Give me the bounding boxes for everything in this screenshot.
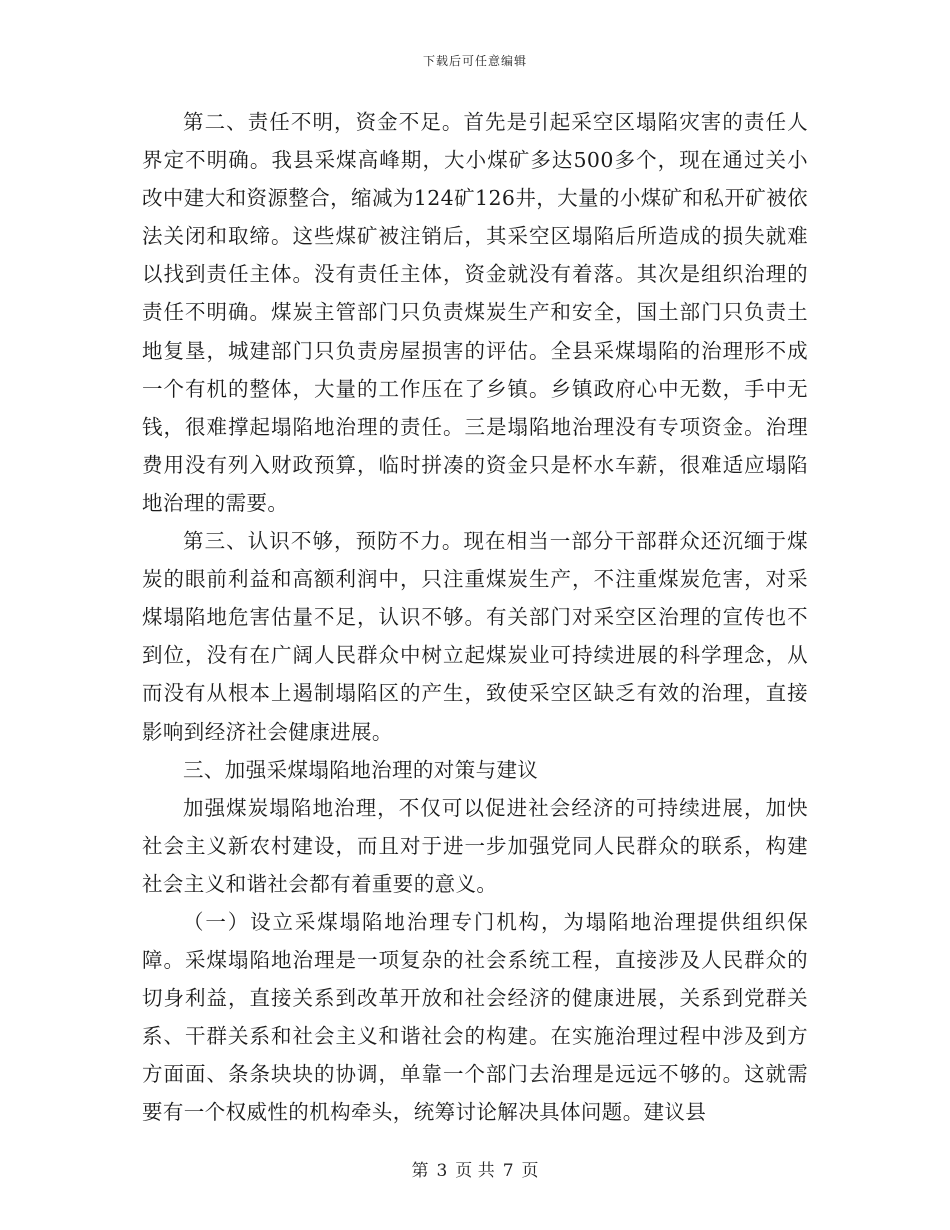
paragraph-significance: 加强煤炭塌陷地治理，不仅可以促进社会经济的可持续进展，加快社会主义新农村建设，而且对于进一步加强党同人民群众的联系，构建社会主义和谐社会都有着重要的意义。 <box>142 795 808 896</box>
page-number: 3 <box>436 1161 448 1181</box>
footer-middle: 页 共 <box>455 1161 495 1181</box>
footer-prefix: 第 <box>411 1161 429 1181</box>
document-body <box>142 103 808 1132</box>
paragraph-awareness: 第三、认识不够，预防不力。现在相当一部分干部群众还沉缅于煤炭的眼前利益和高额利润中，只注重煤炭生产，不注重煤炭危害，对采煤塌陷地危害估量不足，认识不够。有关部门对采空区治理的宣传也不到位，没有在广阔人民群众中树立起煤炭业可持续进展的科学理念，从而没有从根本上遏制塌陷区的产生，致使采空区缺乏有效的治理，直接影响到经济社会健康进展。 <box>142 529 808 744</box>
paragraph-responsibility: 第二、责任不明，资金不足。首先是引起采空区塌陷灾害的责任人界定不明确。我县采煤高峰期，大小煤矿多达500多个，现在通过关小改中建大和资源整合，缩减为124矿126井，大量的小煤矿和私开矿被依法关闭和取缔。这些煤矿被注销后，其采空区塌陷后所造成的损失就难以找到责任主体。没有责任主体，资金就没有着落。其次是组织治理的责任不明确。煤炭主管部门只负责煤炭生产和安全，国土部门只负责土地复垦，城建部门只负责房屋损害的评估。全县采煤塌陷的治理形不成一个有机的整体，大量的工作压在了乡镇。乡镇政府心中无数，手中无钱，很难撑起塌陷地治理的责任。三是塌陷地治理没有专项资金。治理费用没有列入财政预算，临时拼凑的资金只是杯水车薪，很难适应塌陷地治理的需要。 <box>142 110 808 515</box>
section-heading: 三、加强采煤塌陷地治理的对策与建议 <box>183 757 539 782</box>
page-header: 下载后可任意编辑 <box>422 54 527 68</box>
total-pages: 7 <box>502 1161 514 1181</box>
paragraph-institution: （一）设立采煤塌陷地治理专门机构，为塌陷地治理提供组织保障。采煤塌陷地治理是一项复杂的社会系统工程，直接涉及人民群众的切身利益，直接关系到改革开放和社会经济的健康进展，关系到党群关系、干群关系和社会主义和谐社会的构建。在实施治理过程中涉及到方方面面、条条块块的协调，单靠一个部门去治理是远远不够的。这就需要有一个权威性的机构牵头，统筹讨论解决具体问题。建议县 <box>142 909 808 1125</box>
page-footer <box>0 1156 950 1181</box>
footer-suffix: 页 <box>521 1161 539 1181</box>
